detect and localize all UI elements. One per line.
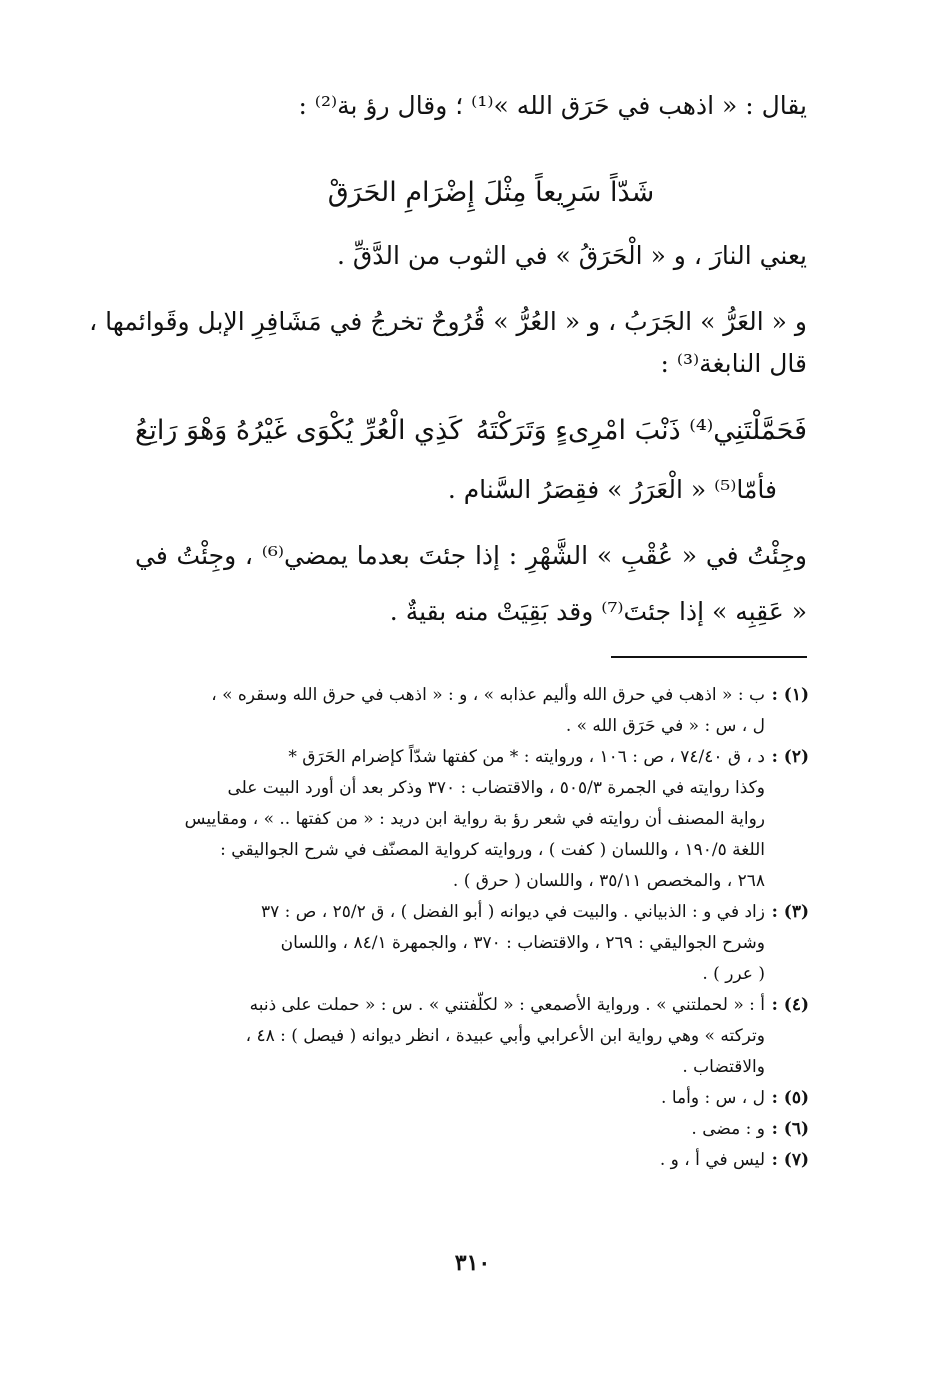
- footnote-line: ( عرر ) .: [702, 964, 765, 984]
- footnote-number: (٦) :: [771, 1119, 809, 1139]
- footnote-number: (٤) :: [771, 995, 809, 1015]
- verse-ruba: شَدّاً سَرِيعاً مِثْلَ إِضْرَامِ الحَرَقْ: [327, 177, 655, 208]
- verse-hemistich-first: فَحَمَّلْتَنِي⁽⁴⁾ ذَنْبَ امْرِىءٍ وَتَرَكْتَهُ: [475, 415, 807, 446]
- footnote-line: والاقتضاب .: [682, 1057, 765, 1077]
- footnote-line: ٢٦٨ ، والمخصص ٣٥/١١ ، واللسان ( حرق ) .: [452, 871, 765, 891]
- footnote-line: أ : « لحملتني » . ورواية الأصمعي : « لكلّفتني » . س : « حملت على ذنبه: [249, 995, 765, 1015]
- footnote-3: [135, 897, 809, 990]
- footnote-5: [135, 1083, 809, 1114]
- text-line-6: وجِئْتُ في « عُقْبِ » الشَّهْرِ : إذا جئتَ بعدما يمضي⁽⁶⁾ ، وجِئْتُ في: [135, 541, 807, 570]
- verse-hemistich-second: كَذِي الْعُرِّ يُكْوَى غَيْرُهُ وَهْوَ رَاتِعُ: [135, 415, 463, 446]
- footnote-number: (١) :: [771, 685, 809, 705]
- footnote-2: [135, 742, 809, 897]
- footnote-line: وكذا روايته في الجمرة ٥٠٥/٣ ، والاقتضاب : ٣٧٠ وذكر بعد أن أورد البيت على: [227, 778, 765, 798]
- footnote-line: و : مضى .: [691, 1119, 765, 1139]
- footnote-1: [135, 680, 809, 742]
- footnote-line: ب : « اذهب في حرق الله وأليم عذابه » ، و : « اذهب في حرق الله وسقره » ،: [211, 685, 765, 705]
- footnote-4: [135, 990, 809, 1083]
- footnote-6: [135, 1114, 809, 1145]
- footnote-7: [135, 1145, 809, 1176]
- text-line-5: فأمّا⁽⁵⁾ « الْعَرَرُ » فقِصَرُ السَّنام .: [447, 475, 777, 504]
- text-line-2: يعني النارَ ، و « الْحَرَقُ » في الثوب من الدَّقِّ .: [336, 241, 807, 270]
- text-line-4: قال النابغة⁽³⁾ :: [660, 349, 807, 378]
- footnote-divider: [611, 656, 807, 658]
- footnote-number: (٧) :: [771, 1150, 809, 1170]
- main-text: [89, 78, 807, 640]
- footnote-line: رواية المصنف أن روايته في شعر رؤ بة رواية ابن دريد : « من كفتها .. » ، ومقاييس: [184, 809, 765, 829]
- footnote-line: زاد في و : الذبياني . والبيت في ديوانه ( أبو الفضل ) ، ق ٢٥/٢ ، ص : ٣٧: [260, 902, 765, 922]
- text-line-3: و « العَرُّ » الجَرَبُ ، و « العُرُّ » قُرُوحٌ تخرجُ في مَشَافِرِ الإبل وقَوائمها ،: [89, 307, 807, 336]
- verse-nabigha: [135, 400, 807, 462]
- text-line-1: يقال : « اذهب في حَرَق الله »⁽¹⁾ ؛ وقال رؤ بة⁽²⁾ :: [298, 91, 807, 120]
- page-number: ٣١٠: [454, 1250, 491, 1276]
- footnotes: [135, 680, 809, 1176]
- footnote-number: (٢) :: [771, 747, 809, 767]
- footnote-line: اللغة ١٩٠/٥ ، واللسان ( كفت ) ، وروايته كرواية المصنّف في شرح الجواليقي :: [220, 840, 765, 860]
- footnote-line: د ، ق ٧٤/٤٠ ، ص : ١٠٦ ، وروايته : * من كفتها شدّاً كإضرام الحَرَق *: [288, 747, 765, 767]
- footnote-line: وشرح الجواليقي : ٢٦٩ ، والاقتضاب : ٣٧٠ ، والجمهرة ٨٤/١ ، واللسان: [280, 933, 765, 953]
- text-line-7: « عَقِبِه » إذا جئتَ⁽⁷⁾ وقد بَقِيَتْ منه بقيةٌ .: [389, 597, 807, 626]
- footnote-line: ليس في أ ، و .: [659, 1150, 765, 1170]
- footnote-line: وتركته » وهي رواية ابن الأعرابي وأبي عبيدة ، انظر ديوانه ( فيصل ) : ٤٨ ،: [245, 1026, 765, 1046]
- footnote-number: (٥) :: [771, 1088, 809, 1108]
- footnote-line: ل ، س : « في حَرَق الله » .: [565, 716, 765, 736]
- footnote-line: ل ، س : وأما .: [661, 1088, 765, 1108]
- footnote-number: (٣) :: [771, 902, 809, 922]
